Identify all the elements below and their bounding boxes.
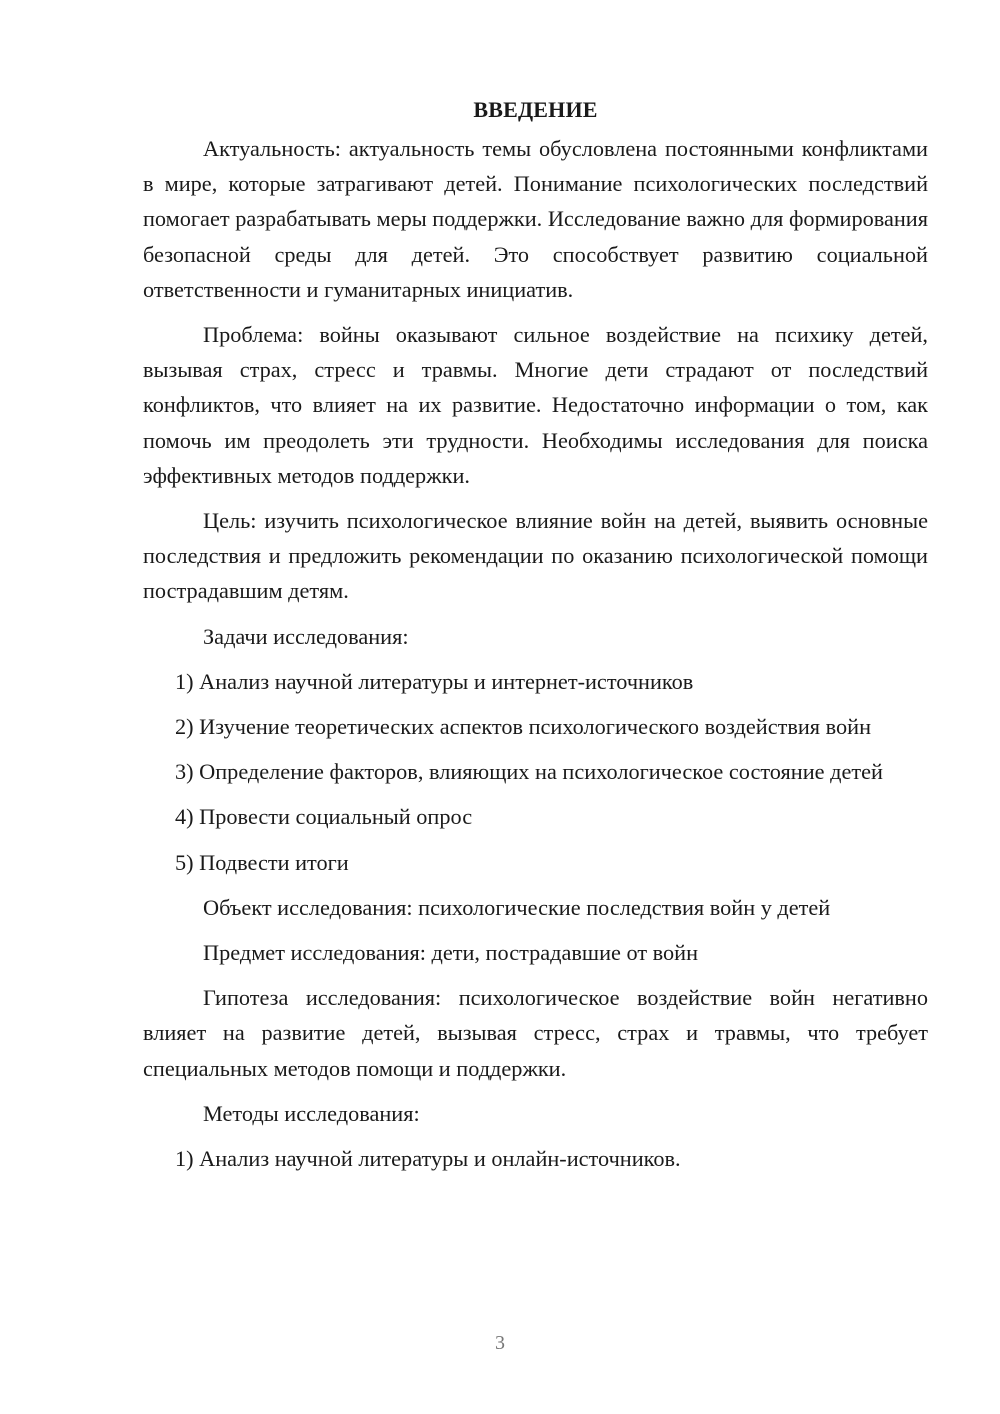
paragraph-object: Объект исследования: психологические последствия войн у детей: [203, 894, 831, 920]
task-item-1: 1) Анализ научной литературы и интернет-источников: [175, 668, 694, 694]
task-item-2: 2) Изучение теоретических аспектов психологического воздействия войн: [175, 714, 872, 740]
section-title: ВВЕДЕНИЕ: [473, 97, 598, 122]
task-item-3: 3) Определение факторов, влияющих на психологическое состояние детей: [175, 759, 883, 785]
paragraph-methods-heading: Методы исследования:: [203, 1100, 420, 1126]
paragraph-problem: Проблема: войны оказывают сильное воздействие на психику детей, вызывая страх, стресс и травмы. Многие дети страдают от последствий конфликтов, что влияет на их развитие. Недостаточно информации о том, как помочь им преодолеть эти трудности. Необходимы исследования для поиска эффективных методов поддержки.: [143, 322, 928, 488]
task-item-4: 4) Провести социальный опрос: [175, 804, 473, 830]
page-number: 3: [495, 1332, 505, 1354]
paragraph-subject: Предмет исследования: дети, пострадавшие от войн: [203, 940, 699, 966]
method-item-1: 1) Анализ научной литературы и онлайн-источников.: [175, 1146, 681, 1172]
paragraph-tasks-heading: Задачи исследования:: [203, 623, 409, 649]
paragraph-goal: Цель: изучить психологическое влияние войн на детей, выявить основные последствия и предложить рекомендации по оказанию психологической помощи пострадавшим детям.: [143, 508, 928, 604]
paragraph-relevance: Актуальность: актуальность темы обусловлена постоянными конфликтами в мире, которые затрагивают детей. Понимание психологических последствий помогает разрабатывать меры поддержки. Исследование важно для формирования безопасной среды для детей. Это способствует развитию социальной ответственности и гуманитарных инициатив.: [143, 136, 928, 302]
paragraph-hypothesis: Гипотеза исследования: психологическое воздействие войн негативно влияет на развитие детей, вызывая стресс, страх и травмы, что требует специальных методов помощи и поддержки.: [143, 985, 928, 1081]
document-page: [143, 92, 928, 1186]
task-item-5: 5) Подвести итоги: [175, 849, 349, 875]
